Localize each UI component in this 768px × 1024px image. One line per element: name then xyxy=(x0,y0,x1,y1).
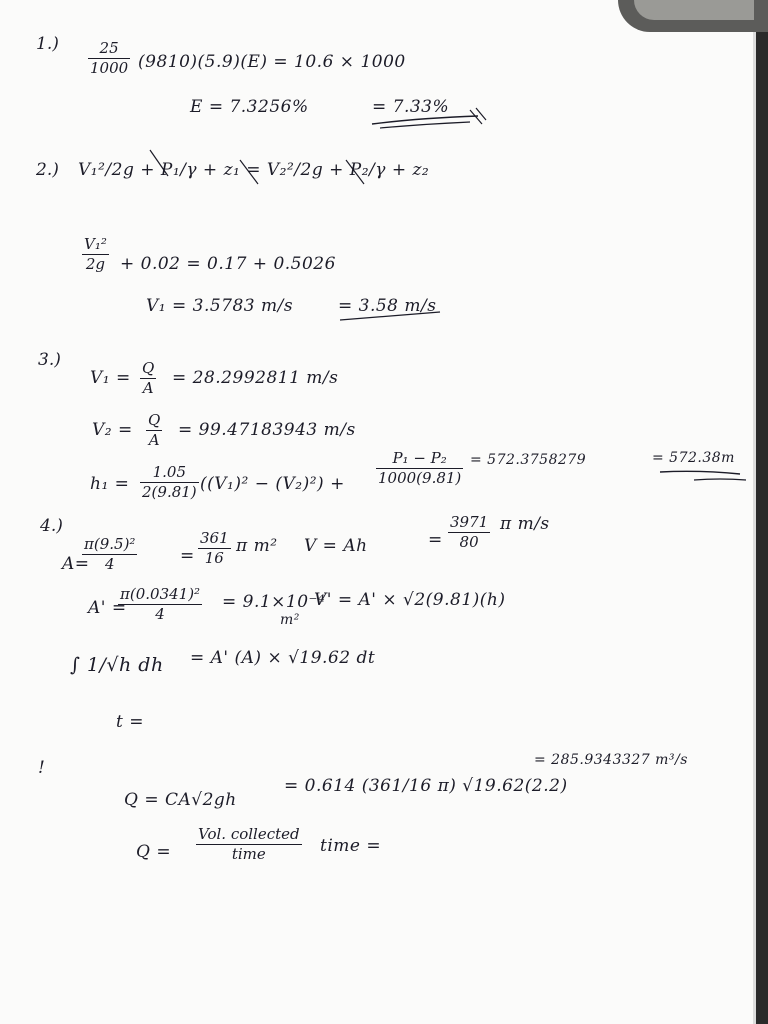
q3-answer: = 572.38m xyxy=(652,450,735,466)
q3-v2-value: = 99.47183943 m/s xyxy=(178,420,356,440)
frac-den: 80 xyxy=(459,532,479,551)
frac-num: Vol. collected xyxy=(198,825,300,843)
q5-mark: ! xyxy=(38,758,46,778)
q2-frac-den: 2g xyxy=(85,254,105,273)
q4-label: 4.) xyxy=(40,516,63,536)
q3-label: 3.) xyxy=(38,350,61,370)
q4-vprime: V' = A' × √2(9.81)(h) xyxy=(314,590,506,610)
frac-den: 4 xyxy=(104,554,115,573)
strike-mark xyxy=(150,150,168,176)
q1-equation: (9810)(5.9)(E) = 10.6 × 1000 xyxy=(138,52,406,72)
q5-orifice-eq: Q = CA√2gh xyxy=(124,790,237,810)
q1-answer: = 7.33% xyxy=(372,97,450,117)
frac-num: π(9.5)² xyxy=(84,535,136,553)
q1-result: E = 7.3256% xyxy=(190,97,309,117)
q2-result: V₁ = 3.5783 m/s xyxy=(146,296,294,316)
q1-frac-num: 25 xyxy=(99,39,119,57)
frac-num: 361 xyxy=(200,529,229,547)
frac-num: Q xyxy=(142,359,155,377)
answer-underline xyxy=(694,479,746,480)
q4-time-eq: t = xyxy=(116,712,144,732)
q4-a-equals: = xyxy=(180,546,195,566)
frac-den: 4 xyxy=(155,604,165,623)
q5-time-eq: time = xyxy=(320,836,382,856)
q2-label: 2.) xyxy=(36,160,59,180)
q3-v2-lhs: V₂ = xyxy=(92,420,133,440)
q5-substitution: = 0.614 (361/16 π) √19.62(2.2) xyxy=(284,776,568,796)
q4-a-lhs: A= xyxy=(62,554,90,574)
q4-integral: ∫ 1/√h dh xyxy=(70,654,164,676)
q3-h1-middle: ((V₁)² − (V₂)²) + xyxy=(200,474,345,494)
q3-h1-lhs: h₁ = xyxy=(90,474,130,494)
strike-mark xyxy=(240,160,258,184)
q3-v1-lhs: V₁ = xyxy=(90,368,131,388)
q2-equation: + 0.02 = 0.17 + 0.5026 xyxy=(120,254,336,274)
frac-den: 1000(9.81) xyxy=(378,468,462,487)
q1-frac-den: 1000 xyxy=(90,58,129,77)
q4-aprime-lhs: A' = xyxy=(88,598,127,618)
frac-den: A xyxy=(142,378,154,397)
strike-mark xyxy=(346,160,364,184)
frac-num: P₁ − P₂ xyxy=(392,449,447,467)
q2-bernoulli: V₁²/2g + P₁/γ + z₁ = V₂²/2g + P₂/γ + z₂ xyxy=(78,160,430,180)
q4-aprime-unit: m² xyxy=(280,612,300,628)
frac-den: A xyxy=(148,430,160,449)
frac-num: 1.05 xyxy=(152,463,187,481)
answer-underline xyxy=(340,312,440,320)
q5-q2-lhs: Q = xyxy=(136,842,172,862)
q4-rate-unit: π m/s xyxy=(500,514,550,534)
answer-underline xyxy=(380,122,470,128)
q3-h1-value: = 572.3758279 xyxy=(470,452,587,468)
answer-underline xyxy=(660,471,740,474)
frac-num: Q xyxy=(148,411,161,429)
q4-rate-prefix: = xyxy=(428,530,443,550)
q2-frac-num: V₁² xyxy=(84,235,107,253)
frac-den: time xyxy=(231,844,266,863)
frac-num: π(0.0341)² xyxy=(120,585,201,603)
frac-num: 3971 xyxy=(450,513,489,531)
q2-answer: = 3.58 m/s xyxy=(338,296,437,316)
q4-a-unit: π m² xyxy=(236,536,278,556)
q4-integral-rhs: = A' (A) × √19.62 dt xyxy=(190,648,376,668)
q4-volume-eq: V = Ah xyxy=(304,536,368,556)
q3-v1-value: = 28.2992811 m/s xyxy=(172,368,339,388)
frac-den: 16 xyxy=(204,548,224,567)
q5-flow-value: = 285.9343327 m³/s xyxy=(534,752,688,768)
frac-den: 2(9.81) xyxy=(142,482,197,501)
q1-label: 1.) xyxy=(36,34,59,54)
q4-aprime-value: = 9.1×10⁻⁴ xyxy=(222,592,326,612)
